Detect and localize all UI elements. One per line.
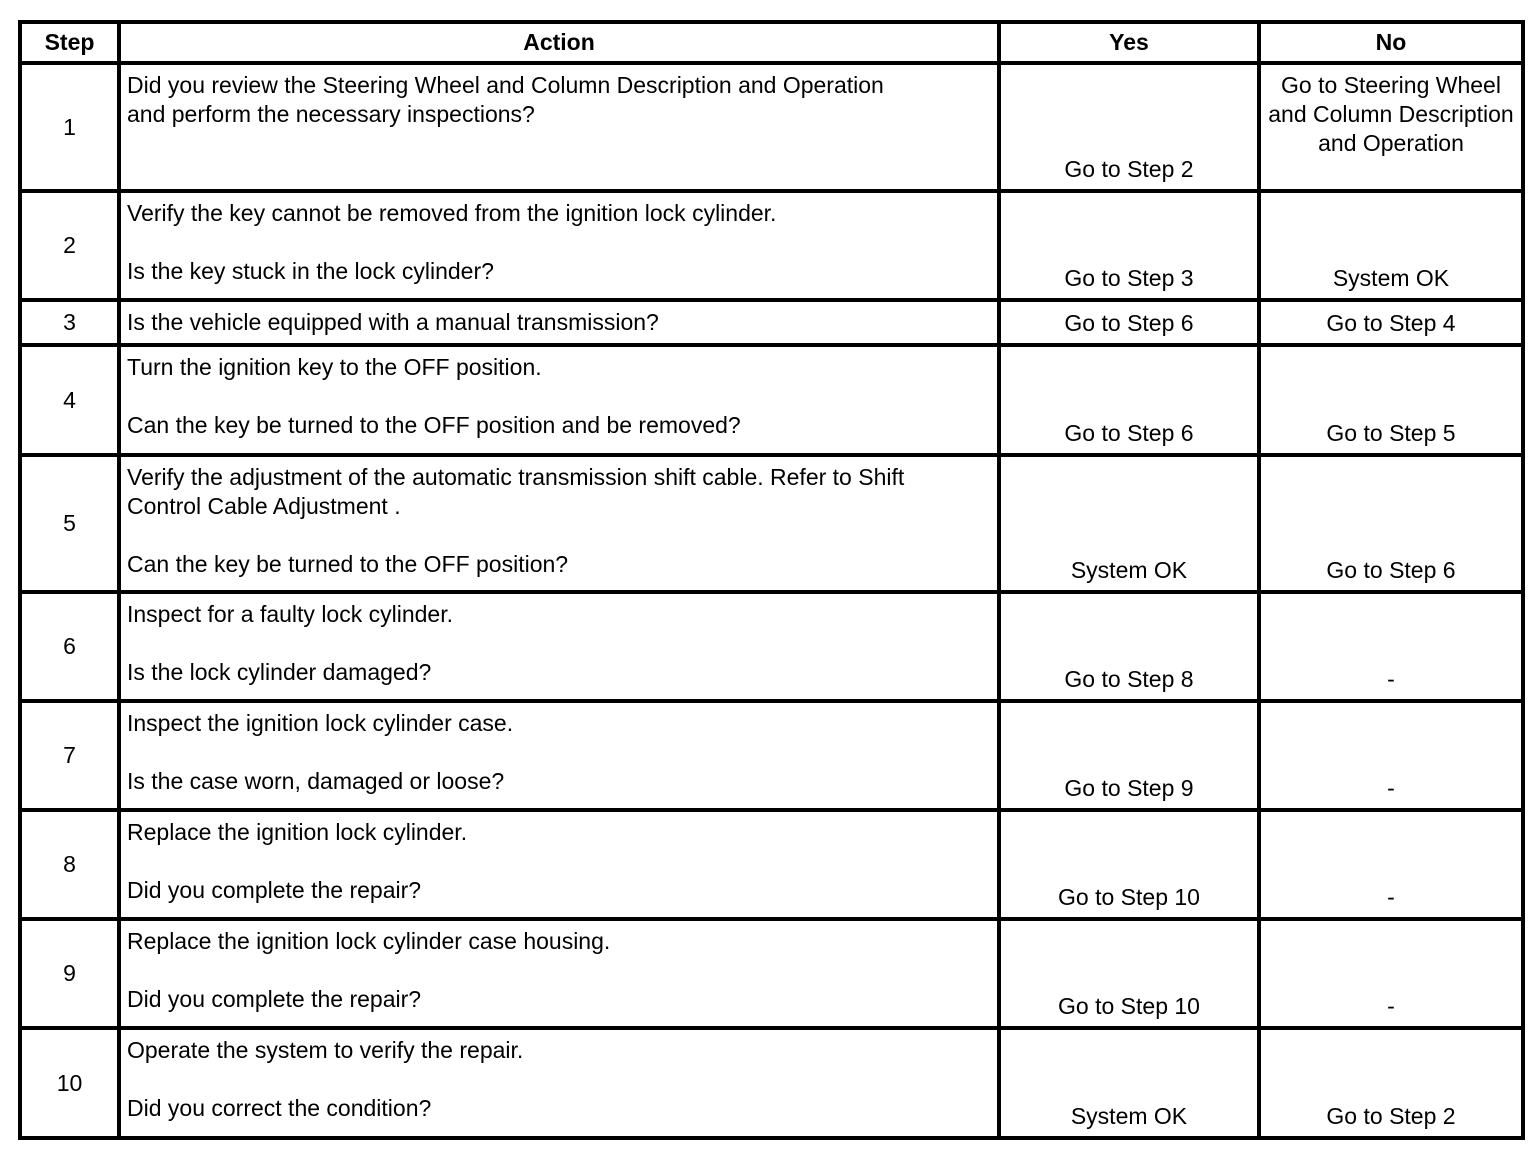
- header-no: No: [1259, 22, 1523, 63]
- step-number: 6: [20, 592, 119, 701]
- diagnostic-table-container: [18, 20, 1521, 1140]
- action-cell: [119, 345, 999, 455]
- table-row: [20, 919, 1523, 1028]
- no-result: Go to Step 6: [1259, 455, 1523, 592]
- step-number: 3: [20, 300, 119, 345]
- no-result: System OK: [1259, 191, 1523, 300]
- yes-result: Go to Step 9: [999, 701, 1259, 810]
- action-line: Verify the key cannot be removed from the ignition lock cylinder.: [127, 200, 777, 226]
- action-question: Did you complete the repair?: [127, 986, 422, 1012]
- action-line: Replace the ignition lock cylinder.: [127, 819, 468, 845]
- action-cell: [119, 300, 999, 345]
- table-row: [20, 191, 1523, 300]
- action-cell: [119, 1028, 999, 1138]
- action-line: Replace the ignition lock cylinder case housing.: [127, 928, 611, 954]
- action-cell: [119, 191, 999, 300]
- action-cell: [119, 919, 999, 1028]
- step-number: 1: [20, 63, 119, 191]
- table-row: [20, 455, 1523, 592]
- no-result: Go to Steering Wheel and Column Description and Operation: [1259, 63, 1523, 191]
- action-question: Is the key stuck in the lock cylinder?: [127, 258, 494, 284]
- no-result: Go to Step 4: [1259, 300, 1523, 345]
- header-row: [20, 22, 1523, 63]
- step-number: 7: [20, 701, 119, 810]
- table-row: [20, 345, 1523, 455]
- action-cell: [119, 592, 999, 701]
- action-line: and perform the necessary inspections?: [127, 101, 535, 127]
- action-question: Is the vehicle equipped with a manual transmission?: [127, 309, 659, 335]
- yes-result: System OK: [999, 1028, 1259, 1138]
- step-number: 8: [20, 810, 119, 919]
- yes-result: Go to Step 2: [999, 63, 1259, 191]
- yes-result: Go to Step 6: [999, 345, 1259, 455]
- table-row: [20, 701, 1523, 810]
- step-number: 2: [20, 191, 119, 300]
- action-line: Inspect the ignition lock cylinder case.: [127, 710, 514, 736]
- step-number: 10: [20, 1028, 119, 1138]
- table-row: [20, 300, 1523, 345]
- no-result: -: [1259, 810, 1523, 919]
- header-yes: Yes: [999, 22, 1259, 63]
- action-cell: [119, 701, 999, 810]
- table-row: [20, 63, 1523, 191]
- yes-result: Go to Step 10: [999, 919, 1259, 1028]
- no-result: -: [1259, 919, 1523, 1028]
- step-number: 5: [20, 455, 119, 592]
- action-question: Is the lock cylinder damaged?: [127, 659, 432, 685]
- no-result: Go to Step 2: [1259, 1028, 1523, 1138]
- no-result: -: [1259, 701, 1523, 810]
- table-row: [20, 810, 1523, 919]
- action-line: Verify the adjustment of the automatic transmission shift cable. Refer to Shift: [127, 464, 905, 490]
- step-number: 4: [20, 345, 119, 455]
- action-line: Operate the system to verify the repair.: [127, 1037, 524, 1063]
- table-row: [20, 592, 1523, 701]
- table-row: [20, 1028, 1523, 1138]
- action-question: Can the key be turned to the OFF position?: [127, 551, 569, 577]
- yes-result: Go to Step 6: [999, 300, 1259, 345]
- no-result: -: [1259, 592, 1523, 701]
- action-question: Did you complete the repair?: [127, 877, 422, 903]
- action-line: Control Cable Adjustment .: [127, 493, 401, 519]
- action-question: Can the key be turned to the OFF position and be removed?: [127, 412, 741, 438]
- header-action: Action: [119, 22, 999, 63]
- action-line: Did you review the Steering Wheel and Column Description and Operation: [127, 72, 884, 98]
- action-line: Inspect for a faulty lock cylinder.: [127, 601, 453, 627]
- action-question: Is the case worn, damaged or loose?: [127, 768, 505, 794]
- action-cell: [119, 455, 999, 592]
- yes-result: Go to Step 3: [999, 191, 1259, 300]
- yes-result: Go to Step 10: [999, 810, 1259, 919]
- action-cell: [119, 810, 999, 919]
- action-question: Did you correct the condition?: [127, 1095, 432, 1121]
- yes-result: System OK: [999, 455, 1259, 592]
- action-line: Turn the ignition key to the OFF position.: [127, 354, 542, 380]
- yes-result: Go to Step 8: [999, 592, 1259, 701]
- header-step: Step: [20, 22, 119, 63]
- action-cell: [119, 63, 999, 191]
- step-number: 9: [20, 919, 119, 1028]
- diagnostic-table: [18, 20, 1525, 1140]
- no-result: Go to Step 5: [1259, 345, 1523, 455]
